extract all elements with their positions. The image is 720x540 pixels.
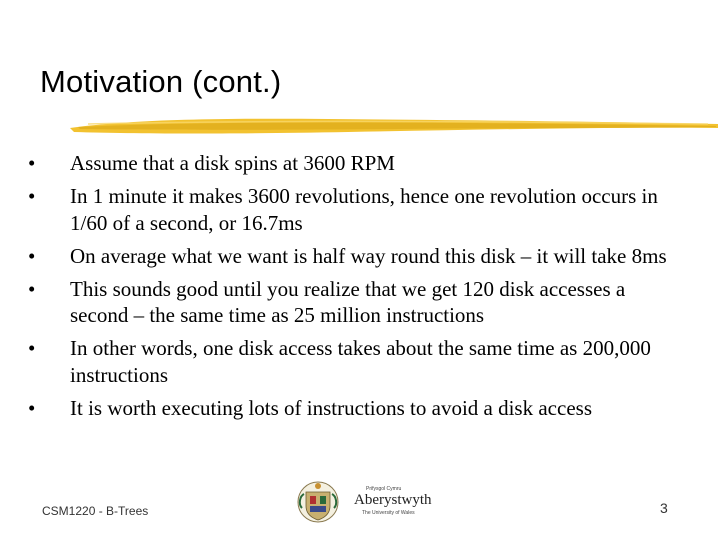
bullet-text: In other words, one disk access takes about the same time as 200,000 instructions	[70, 336, 651, 387]
bullet-item	[28, 395, 688, 422]
university-logo	[296, 478, 436, 526]
title-underline-brushstroke	[68, 112, 720, 140]
bullet-text: This sounds good until you realize that we get 120 disk accesses a second – the same time as 25 million instructions	[70, 276, 626, 327]
bullet-text: On average what we want is half way round this disk – it will take 8ms	[70, 243, 667, 268]
logo-top-text: Prifysgol Cymru	[366, 486, 402, 492]
bullet-marker: •	[28, 151, 36, 175]
crest-icon	[298, 482, 338, 522]
bullet-item	[28, 183, 688, 236]
bullet-item	[28, 243, 688, 270]
bullet-text: Assume that a disk spins at 3600 RPM	[70, 151, 395, 175]
bullet-item	[28, 276, 688, 329]
slide-title: Motivation (cont.)	[40, 64, 282, 99]
bullet-item	[28, 335, 688, 388]
bullet-marker: •	[28, 395, 36, 420]
bullet-text: In 1 minute it makes 3600 revolutions, hence one revolution occurs in 1/60 of a second, or 16.7ms	[70, 184, 658, 235]
logo-name: Aberystwyth	[354, 492, 432, 508]
bullet-marker: •	[28, 243, 36, 268]
bullet-marker: •	[28, 184, 36, 208]
bullet-text: It is worth executing lots of instructions to avoid a disk access	[70, 395, 592, 420]
bullet-marker: •	[28, 336, 36, 360]
page-number: 3	[660, 500, 668, 516]
footer-course-label: CSM1220 - B-Trees	[42, 504, 149, 518]
bullet-list	[28, 150, 688, 428]
logo-tagline: The University of Wales	[362, 510, 415, 516]
bullet-marker: •	[28, 276, 36, 301]
bullet-item	[28, 150, 688, 177]
